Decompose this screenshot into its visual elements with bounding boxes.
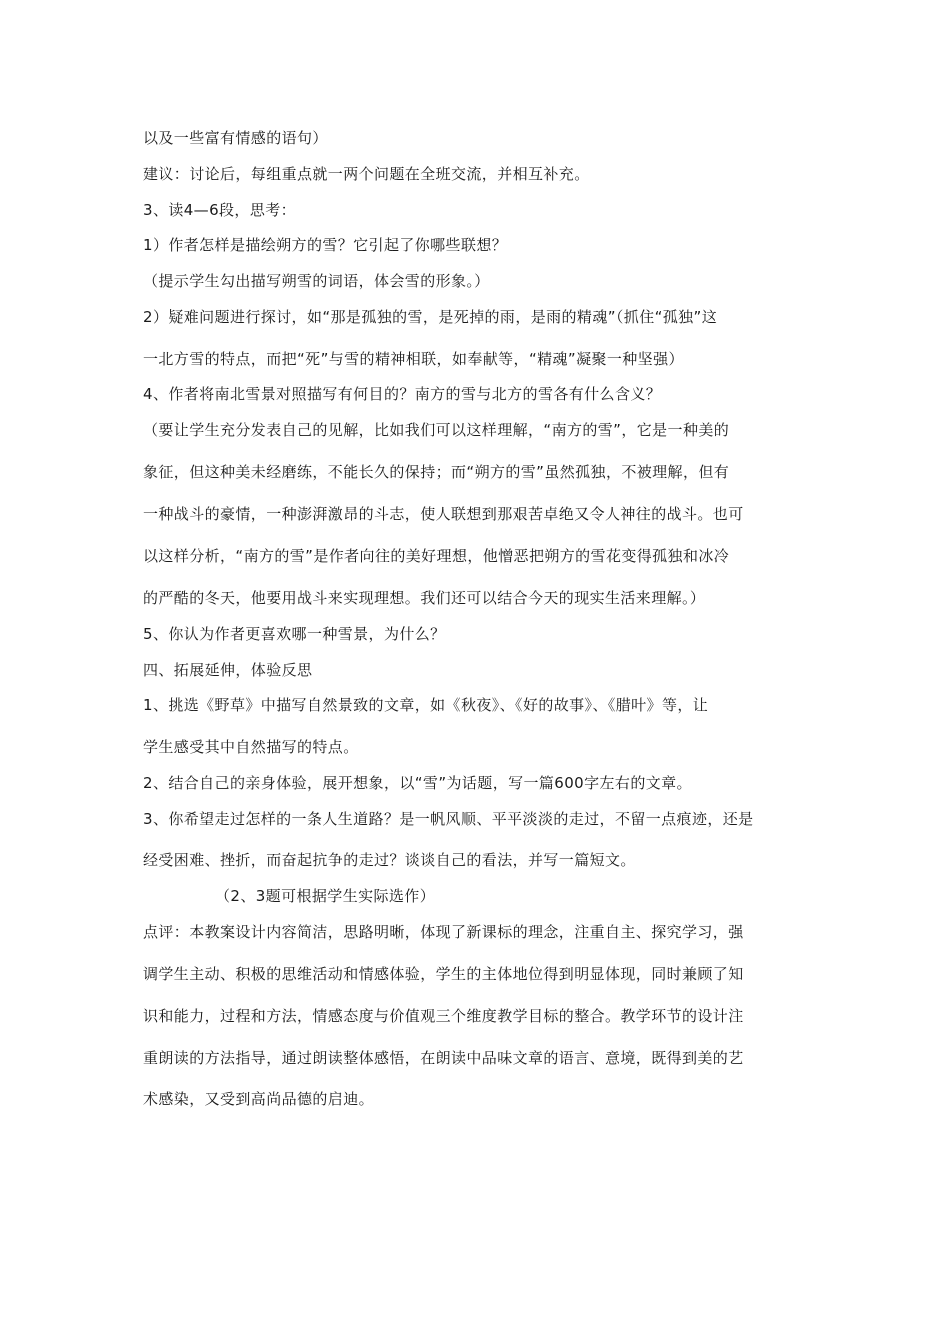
text-line: 术感染，又受到高尚品德的启迪。 <box>143 1090 375 1108</box>
text-line: 以及一些富有情感的语句） <box>143 129 328 147</box>
text-line: 识和能力，过程和方法，情感态度与价值观三个维度教学目标的整合。教学环节的设计注 <box>143 1007 744 1025</box>
text-line: 以这样分析，“南方的雪”是作者向往的美好理想，他憎恶把朔方的雪花变得孤独和冰冷 <box>143 547 730 565</box>
text-line: （要让学生充分发表自己的见解，比如我们可以这样理解，“南方的雪”，它是一种美的 <box>143 421 730 439</box>
text-line: 象征，但这种美未经磨练，不能长久的保持；而“朔方的雪”虽然孤独，不被理解，但有 <box>143 463 730 481</box>
text-line: 2）疑难问题进行探讨，如“那是孤独的雪，是死掉的雨，是雨的精魂”（抓住“孤独”这 <box>143 308 718 326</box>
text-line: 经受困难、挫折，而奋起抗争的走过？谈谈自己的看法，并写一篇短文。 <box>143 851 636 869</box>
text-line: 1、挑选《野草》中描写自然景致的文章，如《秋夜》、《好的故事》、《腊叶》等，让 <box>143 696 709 714</box>
text-line: 4、作者将南北雪景对照描写有何目的？南方的雪与北方的雪各有什么含义？ <box>143 385 662 403</box>
text-line: 重朗读的方法指导，通过朗读整体感悟，在朗读中品味文章的语言、意境，既得到美的艺 <box>143 1049 744 1067</box>
text-line: 2、结合自己的亲身体验，展开想象，以“雪”为话题，写一篇600字左右的文章。 <box>143 774 692 792</box>
section-heading: 四、拓展延伸，体验反思 <box>143 661 313 679</box>
text-line: 3、你希望走过怎样的一条人生道路？是一帆风顺、平平淡淡的走过，不留一点痕迹，还是 <box>143 810 754 828</box>
text-line: 的严酷的冬天，他要用战斗来实现理想。我们还可以结合今天的现实生活来理解。） <box>143 589 706 607</box>
text-line: 点评：本教案设计内容简洁，思路明晰，体现了新课标的理念，注重自主、探究学习，强 <box>143 923 744 941</box>
text-line: 一北方雪的特点，而把“死”与雪的精神相联，如奉献等，“精魂”凝聚一种坚强） <box>143 350 684 368</box>
text-line: （提示学生勾出描写朔雪的词语，体会雪的形象。） <box>143 272 490 290</box>
text-line: 5、你认为作者更喜欢哪一种雪景，为什么？ <box>143 625 446 643</box>
text-line: 学生感受其中自然描写的特点。 <box>143 738 359 756</box>
text-line: 建议：讨论后，每组重点就一两个问题在全班交流，并相互补充。 <box>143 165 590 183</box>
text-line: 3、读4—6段，思考： <box>143 201 297 219</box>
text-line: 一种战斗的豪情，一种澎湃激昂的斗志，使人联想到那艰苦卓绝又令人神往的战斗。也可 <box>143 505 744 523</box>
text-line: 1）作者怎样是描绘朔方的雪？它引起了你哪些联想？ <box>143 236 508 254</box>
text-line: 调学生主动、积极的思维活动和情感体验，学生的主体地位得到明显体现，同时兼顾了知 <box>143 965 744 983</box>
text-line: （2、3题可根据学生实际选作） <box>215 887 436 905</box>
